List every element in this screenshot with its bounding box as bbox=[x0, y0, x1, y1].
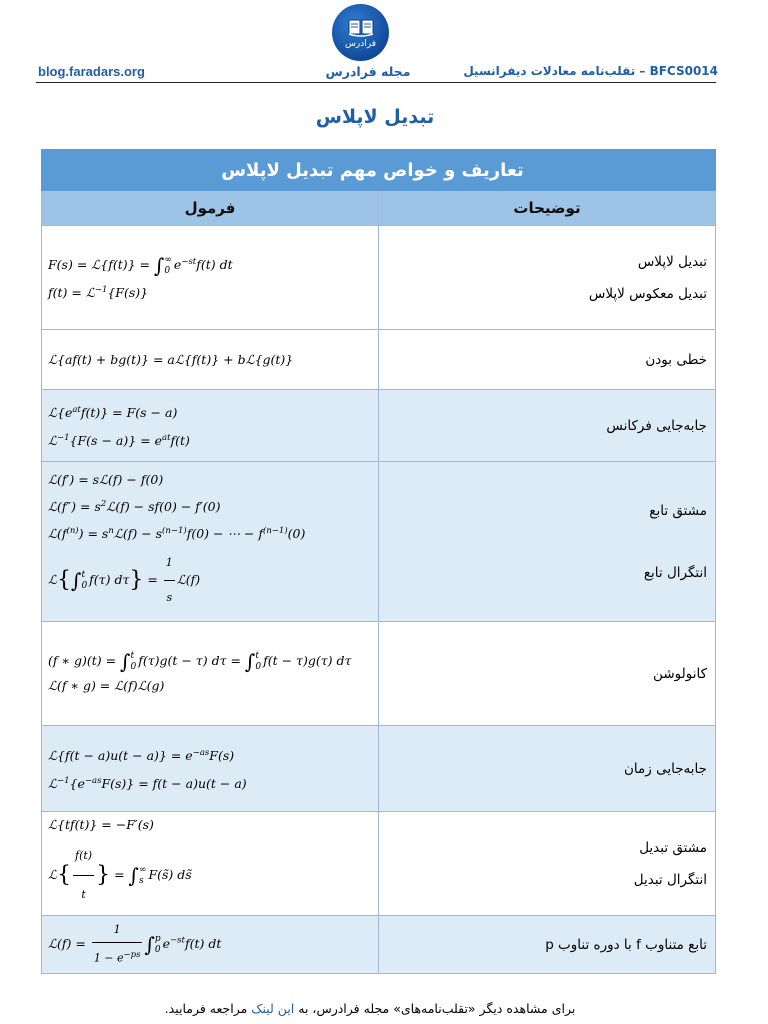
site-url[interactable]: blog.faradars.org bbox=[38, 64, 145, 79]
header-divider bbox=[36, 82, 716, 83]
description-cell bbox=[379, 916, 716, 974]
formula: $ℒ(f^{(n)})$ = $s^nℒ(f) - s^{(n-1)}f(0)$ − ⋯ − $f^{(n-1)}(0)$ bbox=[48, 526, 306, 542]
page-title: تبدیل لاپلاس bbox=[315, 106, 435, 128]
description-cell bbox=[379, 622, 716, 726]
table-row bbox=[42, 916, 716, 974]
formula-cell bbox=[42, 812, 379, 916]
formula: $ℒ\{e^{at}f(t)\} = F(s - a)$ bbox=[48, 405, 178, 421]
formula-cell bbox=[42, 916, 379, 974]
table-row bbox=[42, 462, 716, 622]
formula: f(t) = ℒ$^{-1}${F(s)} bbox=[48, 284, 149, 300]
formula-cell bbox=[42, 462, 379, 622]
formula-cell bbox=[42, 390, 379, 462]
description-text: جابه‌جایی زمان bbox=[624, 760, 707, 777]
description-cell bbox=[379, 726, 716, 812]
formula: (f ∗ g)(t) = ∫ t 0 f(τ)g(t − τ) dτ = ∫ t 0 f(t − τ)g(τ) dτ bbox=[48, 649, 352, 674]
description-cell bbox=[379, 812, 716, 916]
description-text: تبدیل لاپلاس bbox=[637, 253, 707, 270]
book-icon bbox=[347, 16, 375, 38]
formula: ℒ(f″) = $s^2ℒ(f) - sf(0) - f'(0)$ bbox=[48, 498, 221, 514]
formula: ℒ{∫ t 0 f(τ) dτ} = $\frac{1}{s}$ ℒ(f) bbox=[48, 546, 378, 615]
description-cell bbox=[379, 330, 716, 390]
description-text: مشتق تبدیل bbox=[639, 839, 707, 856]
footer-text: مراجعه فرمایید. bbox=[164, 1001, 252, 1016]
description-cell bbox=[379, 390, 716, 462]
document-code: BFCS0014 – تقلب‌نامه معادلات دیفرانسیل bbox=[463, 64, 718, 78]
formula-cell bbox=[42, 330, 379, 390]
footer-text: برای مشاهده دیگر «تقلب‌نامه‌های» مجله فرادرس، به bbox=[294, 1001, 576, 1016]
table-row bbox=[42, 330, 716, 390]
formula: $ℒ^{-1}\{e^{-as}F(s)\} = f(t - a)u(t - a)$ bbox=[48, 775, 247, 791]
formula-cell bbox=[42, 226, 379, 330]
formula-cell bbox=[42, 622, 379, 726]
logo-text: فرادرس bbox=[344, 39, 377, 49]
description-text: مشتق تابع bbox=[649, 502, 707, 519]
formula: ℒ(f′) = sℒ(f) − f(0) bbox=[48, 471, 164, 487]
formula: ℒ{af(t) + bg(t)} = aℒ{f(t)} + bℒ{g(t)} bbox=[48, 351, 294, 367]
description-text: کانولوشن bbox=[653, 665, 707, 682]
formula: ℒ(f) = $\frac{1}{1 - e^{-ps}}$ ∫ p 0 $e^{-st}f(t)$ dt bbox=[48, 918, 378, 971]
formula: ℒ{tf(t)} = −F′(s) bbox=[48, 817, 154, 832]
description-text: انتگرال تبدیل bbox=[633, 871, 707, 888]
column-header-description: توضیحات bbox=[379, 191, 716, 226]
description-cell bbox=[379, 226, 716, 330]
table-row bbox=[42, 226, 716, 330]
laplace-table bbox=[41, 149, 716, 974]
table-row bbox=[42, 812, 716, 916]
table-title: تعاریف و خواص مهم تبدیل لاپلاس bbox=[42, 150, 716, 191]
table-row bbox=[42, 390, 716, 462]
table-row bbox=[42, 622, 716, 726]
table-row bbox=[42, 726, 716, 812]
description-text: انتگرال تابع bbox=[643, 564, 707, 581]
description-text: خطی بودن bbox=[645, 351, 707, 368]
formula: ℒ{f(t − $a)u(t - a)\} = e^{-as}F(s)$ bbox=[48, 748, 235, 764]
footer-note bbox=[0, 1001, 768, 1016]
formula-cell bbox=[42, 726, 379, 812]
description-text: تبدیل معکوس لاپلاس bbox=[588, 285, 707, 302]
formula: ℒ$^{-1}${F(s − $a)\} = e^{at}f(t)$ bbox=[48, 432, 190, 448]
formula: ℒ(f ∗ g) = ℒ(f)ℒ(g) bbox=[48, 677, 165, 693]
description-text: تابع متناوب f با دوره تناوب p bbox=[545, 936, 707, 953]
faradars-logo[interactable] bbox=[332, 4, 389, 61]
description-text: جابه‌جایی فرکانس bbox=[606, 417, 707, 434]
column-header-formula: فرمول bbox=[42, 191, 379, 226]
description-cell bbox=[379, 462, 716, 622]
magazine-name: مجله فرادرس bbox=[325, 64, 411, 79]
cheatsheet-link[interactable]: این لینک bbox=[251, 1001, 295, 1016]
formula: F(s) = ℒ{f(t)} = ∫ ∞ 0 $e^{-st}f(t)$ dt bbox=[48, 253, 233, 278]
formula: ℒ{ $\frac{f(t)}{t}$ } = ∫ ∞ s F(s̃) ds̃ bbox=[48, 837, 378, 914]
